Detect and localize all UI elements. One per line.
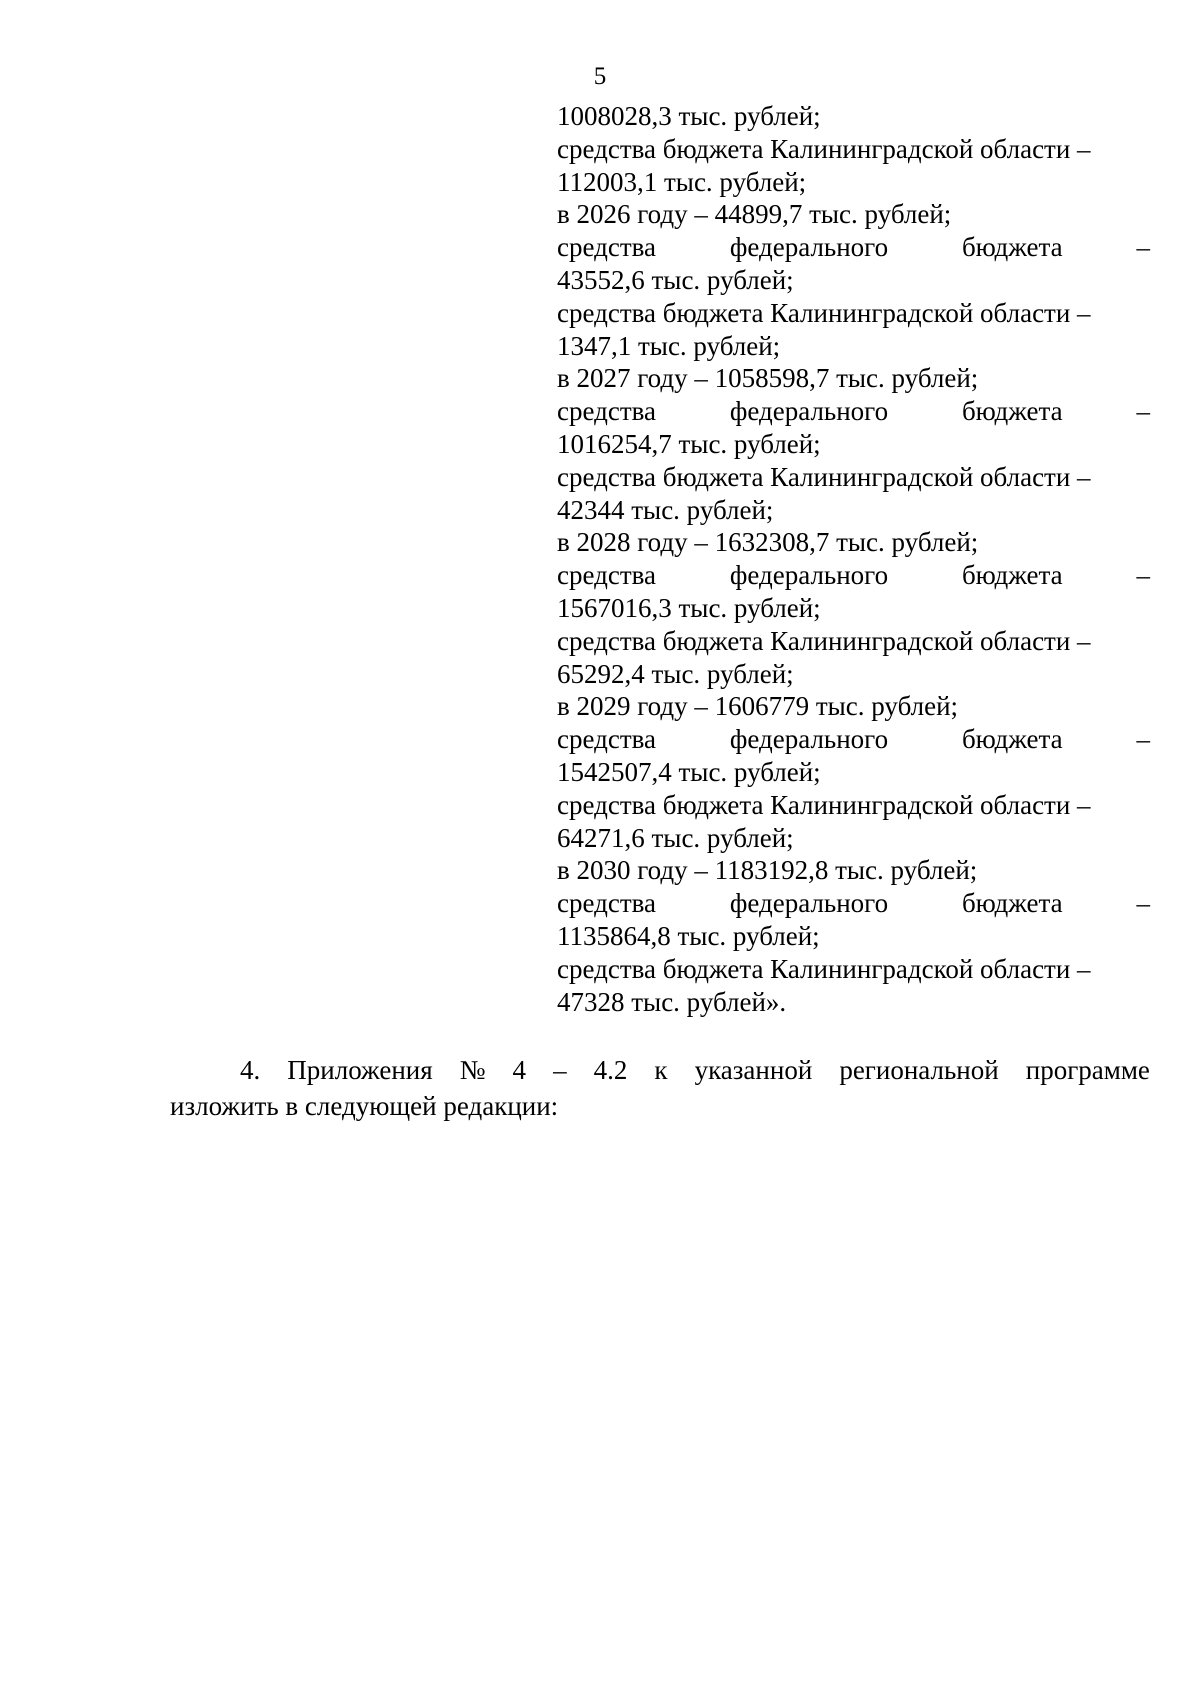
funding-line <box>557 854 1150 887</box>
funding-line <box>557 231 1150 264</box>
funding-text: 1016254,7 тыс. рублей; <box>557 428 821 459</box>
funding-line <box>557 362 1150 395</box>
funding-word: федерального <box>729 396 889 427</box>
paragraph-word: региональной <box>839 1055 999 1085</box>
paragraph-word: 4.2 <box>593 1055 628 1085</box>
funding-text: в 2026 году – 44899,7 тыс. рублей; <box>557 199 952 230</box>
funding-word: средства <box>557 232 657 263</box>
paragraph-item-4 <box>170 1052 1150 1124</box>
funding-word: – <box>1136 396 1150 427</box>
funding-word: средства <box>557 888 657 919</box>
funding-text: средства бюджета Калининградской области – <box>557 625 1091 656</box>
funding-text: средства бюджета Калининградской области – <box>557 297 1091 328</box>
funding-line <box>557 920 1150 953</box>
funding-word: федерального <box>729 724 889 755</box>
funding-text: 112003,1 тыс. рублей; <box>557 166 807 197</box>
funding-line <box>557 461 1150 494</box>
paragraph-line <box>170 1052 1150 1088</box>
funding-text: в 2029 году – 1606779 тыс. рублей; <box>557 691 959 722</box>
funding-line <box>557 100 1150 133</box>
funding-text: 1347,1 тыс. рублей; <box>557 330 781 361</box>
funding-line <box>557 494 1150 527</box>
funding-word: бюджета <box>961 232 1063 263</box>
funding-word: федерального <box>729 888 889 919</box>
funding-line <box>557 723 1150 756</box>
funding-text: 43552,6 тыс. рублей; <box>557 264 794 295</box>
funding-text: в 2030 году – 1183192,8 тыс. рублей; <box>557 855 978 886</box>
funding-text: средства бюджета Калининградской области – <box>557 133 1091 164</box>
funding-line <box>557 428 1150 461</box>
funding-line <box>557 986 1150 1019</box>
funding-line <box>557 789 1150 822</box>
funding-line <box>557 822 1150 855</box>
funding-word: – <box>1136 560 1150 591</box>
funding-word: – <box>1136 232 1150 263</box>
funding-line <box>557 953 1150 986</box>
funding-word: средства <box>557 396 657 427</box>
funding-text: 1567016,3 тыс. рублей; <box>557 592 821 623</box>
funding-text: 1542507,4 тыс. рублей; <box>557 756 821 787</box>
funding-text: 42344 тыс. рублей; <box>557 494 774 525</box>
paragraph-word: 4 <box>512 1055 527 1085</box>
funding-line <box>557 625 1150 658</box>
funding-text: средства бюджета Калининградской области – <box>557 789 1091 820</box>
funding-text: 47328 тыс. рублей». <box>557 986 787 1017</box>
paragraph-word: программе <box>1025 1055 1150 1085</box>
funding-line <box>557 166 1150 199</box>
paragraph-word: к <box>654 1055 668 1085</box>
funding-text: средства бюджета Калининградской области – <box>557 953 1091 984</box>
funding-word: федерального <box>729 560 889 591</box>
funding-line <box>557 756 1150 789</box>
funding-line <box>557 133 1150 166</box>
funding-line <box>557 198 1150 231</box>
funding-word: бюджета <box>961 560 1063 591</box>
paragraph-word: указанной <box>694 1055 813 1085</box>
paragraph-line: изложить в следующей редакции: <box>170 1091 559 1121</box>
funding-word: бюджета <box>961 396 1063 427</box>
funding-word: федерального <box>729 232 889 263</box>
funding-line <box>557 395 1150 428</box>
funding-word: – <box>1136 888 1150 919</box>
funding-line <box>557 297 1150 330</box>
funding-word: бюджета <box>961 724 1063 755</box>
funding-line <box>557 526 1150 559</box>
funding-breakdown <box>557 100 1150 1018</box>
funding-text: в 2027 году – 1058598,7 тыс. рублей; <box>557 363 979 394</box>
funding-line <box>557 592 1150 625</box>
funding-line <box>557 264 1150 297</box>
funding-text: 1135864,8 тыс. рублей; <box>557 920 820 951</box>
paragraph-word: Приложения <box>287 1055 433 1085</box>
funding-line <box>557 330 1150 363</box>
funding-text: средства бюджета Калининградской области – <box>557 461 1091 492</box>
funding-text: 64271,6 тыс. рублей; <box>557 822 794 853</box>
paragraph-word: – <box>553 1055 567 1085</box>
funding-line <box>557 690 1150 723</box>
page-number: 5 <box>593 63 607 90</box>
paragraph-word: № <box>459 1055 486 1085</box>
funding-line <box>557 559 1150 592</box>
funding-word: средства <box>557 724 657 755</box>
funding-line <box>557 658 1150 691</box>
funding-text: 1008028,3 тыс. рублей; <box>557 101 821 131</box>
funding-word: бюджета <box>961 888 1063 919</box>
funding-text: 65292,4 тыс. рублей; <box>557 658 794 689</box>
funding-word: – <box>1136 724 1150 755</box>
funding-line <box>557 887 1150 920</box>
funding-word: средства <box>557 560 657 591</box>
paragraph-word: 4. <box>240 1055 261 1085</box>
funding-text: в 2028 году – 1632308,7 тыс. рублей; <box>557 527 979 558</box>
